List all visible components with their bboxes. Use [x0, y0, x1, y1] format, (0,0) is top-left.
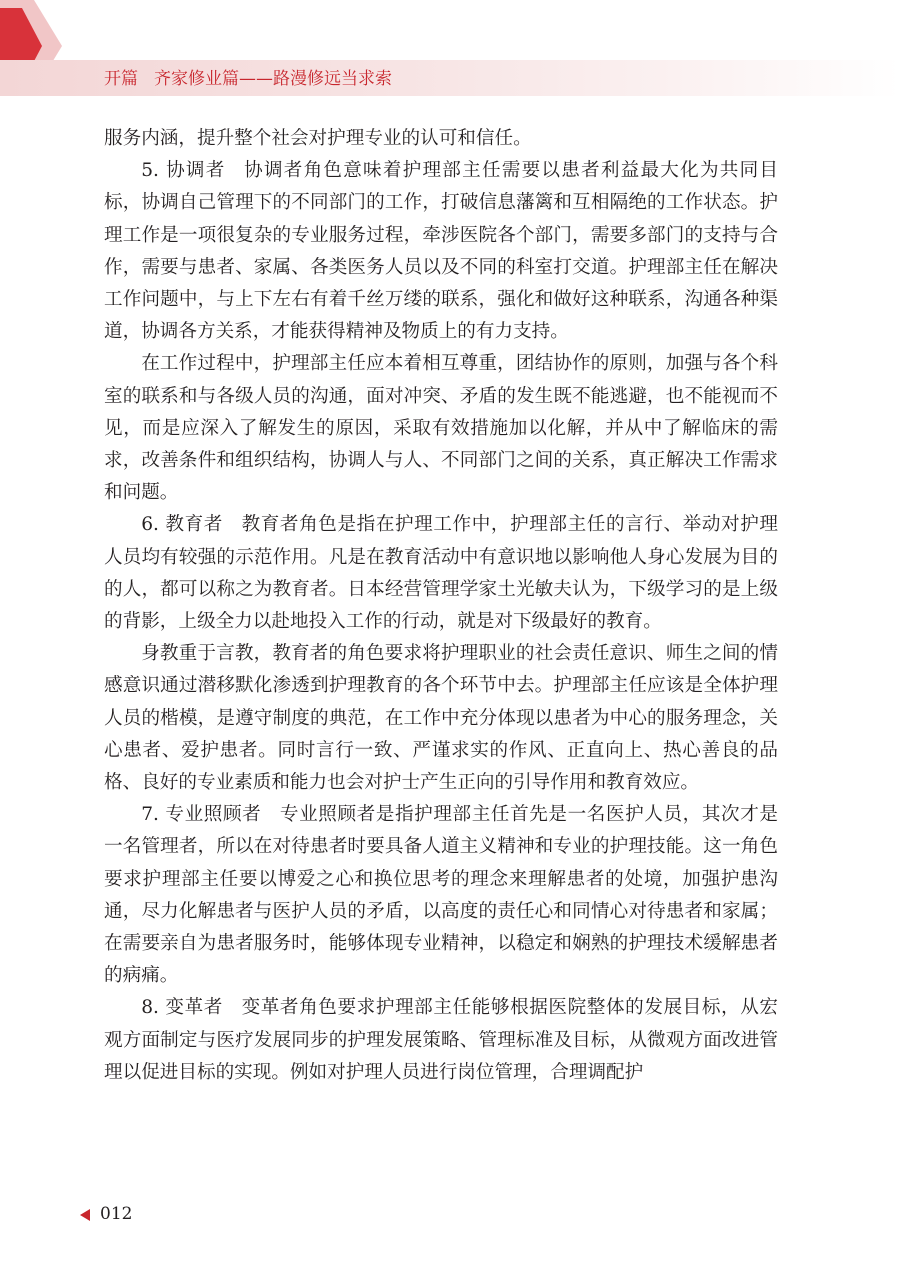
paragraph — [104, 155, 778, 348]
section-heading: 5. 协调者 — [141, 160, 226, 182]
page-footer — [80, 1202, 132, 1226]
section-heading: 7. 专业照顾者 — [141, 804, 262, 826]
paragraph — [104, 992, 778, 1089]
section-heading: 8. 变革者 — [141, 997, 223, 1019]
paragraph: 服务内涵，提升整个社会对护理专业的认可和信任。 — [104, 128, 532, 149]
paragraph: 身教重于言教，教育者的角色要求将护理职业的社会责任意识、师生之间的情感意识通过潜移默化渗透到护理教育的各个环节中去。护理部主任应该是全体护理人员的楷模，是遵守制度的典范，在工作中充分体现以患者为中心的服务理念，关心患者、爱护患者。同时言行一致、严谨求实的作风、正直向上、热心善良的品格、良好的专业素质和能力也会对护士产生正向的引导作用和教育效应。 — [104, 643, 778, 794]
paragraph-text: 变革者角色要求护理部主任能够根据医院整体的发展目标，从宏观方面制定与医疗发展同步的护理发展策略、管理标准及目标，从微观方面改进管理以促进目标的实现。例如对护理人员进行岗位管理，合理调配护 — [104, 997, 778, 1083]
page-number: 012 — [100, 1204, 133, 1224]
paragraph-text: 教育者角色是指在护理工作中，护理部主任的言行、举动对护理人员均有较强的示范作用。凡是在教育活动中有意识地以影响他人身心发展为目的的人，都可以称之为教育者。日本经营管理学家土光敏夫认为，下级学习的是上级的背影，上级全力以赴地投入工作的行动，就是对下级最好的教育。 — [104, 514, 778, 633]
paragraph: 在工作过程中，护理部主任应本着相互尊重，团结协作的原则，加强与各个科室的联系和与各级人员的沟通，面对冲突、矛盾的发生既不能逃避，也不能视而不见，而是应深入了解发生的原因，采取有效措施加以化解，并从中了解临床的需求，改善条件和组织结构，协调人与人、不同部门之间的关系，真正解决工作需求和问题。 — [104, 353, 778, 504]
header-part-label: 开篇 — [104, 69, 138, 89]
left-triangle-icon — [80, 1209, 90, 1221]
paragraph — [104, 509, 778, 638]
running-header — [104, 64, 392, 94]
body-text — [104, 123, 778, 1089]
paragraph — [104, 799, 778, 992]
paragraph-text: 专业照顾者是指护理部主任首先是一名医护人员，其次才是一名管理者，所以在对待患者时要具备人道主义精神和专业的护理技能。这一角色要求护理部主任要以博爱之心和换位思考的理念来理解患者的处境，加强护患沟通，尽力化解患者与医护人员的矛盾，以高度的责任心和同情心对待患者和家属；在需要亲自为患者服务时，能够体现专业精神，以稳定和娴熟的护理技术缓解患者的病痛。 — [104, 804, 778, 987]
section-heading: 6. 教育者 — [141, 514, 223, 536]
header-chapter-title: 齐家修业篇——路漫修远当求索 — [154, 69, 392, 89]
paragraph-text: 协调者角色意味着护理部主任需要以患者利益最大化为共同目标，协调自己管理下的不同部门的工作，打破信息藩篱和互相隔绝的工作状态。护理工作是一项很复杂的专业服务过程，牵涉医院各个部门，需要多部门的支持与合作，需要与患者、家属、各类医务人员以及不同的科室打交道。护理部主任在解决工作问题中，与上下左右有着千丝万缕的联系，强化和做好这种联系，沟通各种渠道，协调各方关系，才能获得精神及物质上的有力支持。 — [104, 160, 778, 343]
